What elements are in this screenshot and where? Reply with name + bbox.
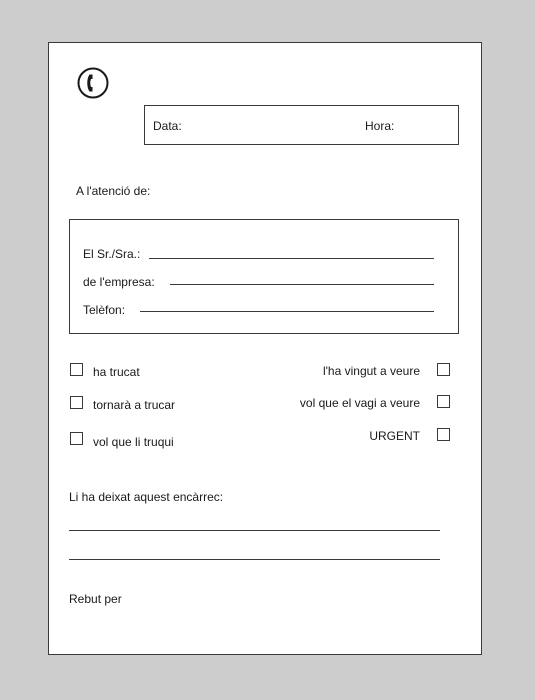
attention-label: A l'atenció de: (76, 184, 151, 198)
date-label: Data: (153, 119, 182, 133)
checkbox-called[interactable] (70, 363, 83, 376)
option-call-back-label: vol que li truqui (93, 435, 174, 449)
checkbox-came-to-see[interactable] (437, 363, 450, 376)
checkbox-wants-visit[interactable] (437, 395, 450, 408)
received-by-label: Rebut per (69, 592, 122, 606)
checkbox-call-back[interactable] (70, 432, 83, 445)
company-label: de l'empresa: (83, 275, 155, 289)
date-time-box (144, 105, 459, 145)
message-line-1[interactable] (69, 530, 440, 531)
name-line[interactable] (149, 258, 434, 259)
option-called-label: ha trucat (93, 365, 140, 379)
time-label: Hora: (365, 119, 395, 133)
option-urgent-label: URGENT (369, 429, 420, 443)
checkbox-urgent[interactable] (437, 428, 450, 441)
option-wants-visit-label: vol que el vagi a veure (299, 396, 420, 410)
checkbox-will-call-again[interactable] (70, 396, 83, 409)
phone-icon (77, 67, 109, 99)
phone-message-form (48, 42, 482, 655)
option-will-call-again-label: tornarà a trucar (93, 398, 176, 412)
phone-line[interactable] (140, 311, 434, 312)
message-line-2[interactable] (69, 559, 440, 560)
recipient-box (69, 219, 459, 334)
phone-label: Telèfon: (83, 303, 126, 317)
message-label: Li ha deixat aquest encàrrec: (69, 490, 224, 504)
name-label: El Sr./Sra.: (83, 247, 141, 261)
company-line[interactable] (170, 284, 434, 285)
option-came-to-see-label: l'ha vingut a veure (322, 364, 420, 378)
